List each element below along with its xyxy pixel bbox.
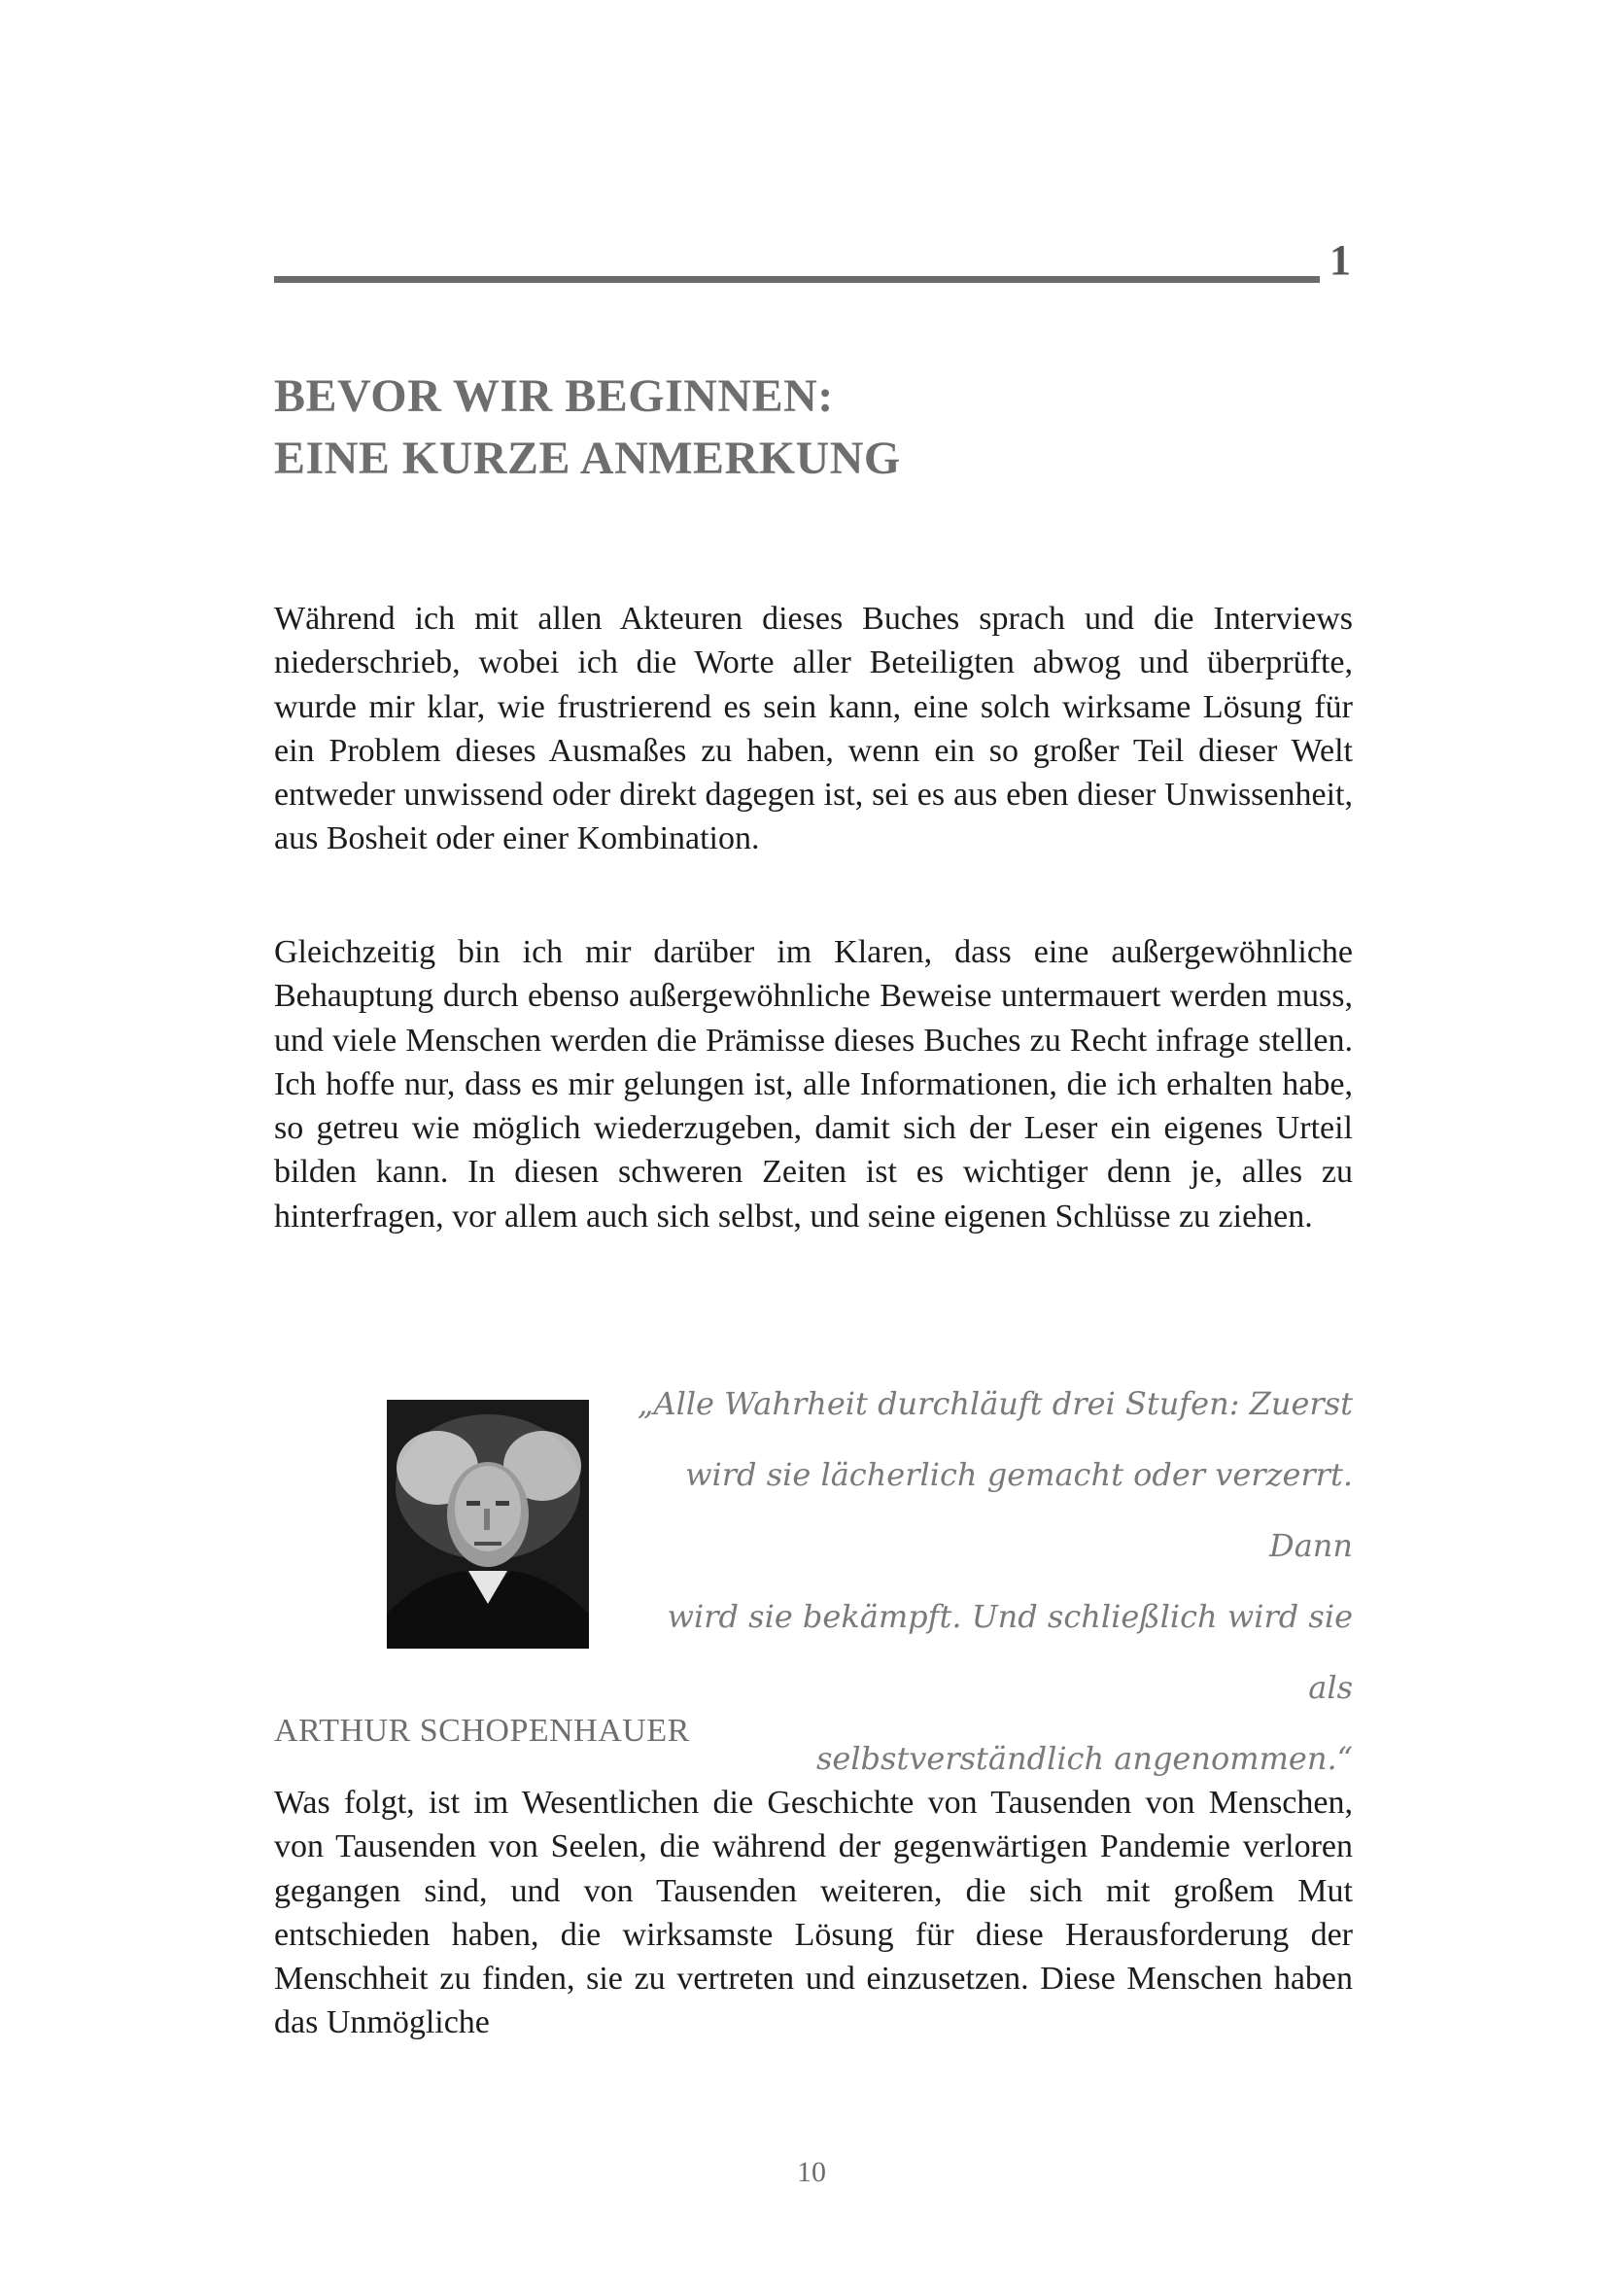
quote-text [622,1369,1353,1794]
chapter-rule [274,276,1320,283]
chapter-title [274,365,1343,490]
paragraph-3: Was folgt, ist im Wesentlichen die Geschichte von Tausenden von Menschen, von Tausenden von Seelen, die während der gegenwärtigen Pandemie verloren gegangen sind, und von Tausenden weiteren, die sich mit großem Mut entschieden haben, die wirksamste Lösung für diese Herausforderung der Menschheit zu finden, sie zu vertreten und einzusetzen. Diese Menschen haben das Unmögliche [274,1785,1353,2041]
chapter-number: 1 [1329,236,1351,284]
chapter-title-line-1: BEVOR WIR BEGINNEN: [274,370,834,422]
chapter-title-line-2: EINE KURZE ANMERKUNG [274,433,901,484]
quote-line-1: „Alle Wahrheit durchläuft drei Stufen: Zuerst [637,1385,1353,1422]
quote-line-4: selbstverständlich angenommen.“ [815,1740,1353,1777]
page-number: 10 [797,2156,826,2188]
portrait-drawing [387,1400,589,1649]
portrait-image [387,1400,589,1649]
paragraph-2: Gleichzeitig bin ich mir darüber im Klaren, dass eine außergewöhnliche Behauptung durch ebenso außergewöhnliche Beweise untermauert werden muss, und viele Menschen werden die Prämisse dieses Buches zu Recht infrage stellen. Ich hoffe nur, dass es mir gelungen ist, alle Informationen, die ich erhalten habe, so getreu wie möglich wiederzugeben, damit sich der Leser ein eigenes Urteil bilden kann. In diesen schweren Zeiten ist es wichtiger denn je, alles zu hinterfragen, vor allem auch sich selbst, und seine eigenen Schlüsse zu ziehen. [274,934,1353,1235]
quote-line-2: wird sie lächerlich gemacht oder verzerrt. Dann [685,1456,1353,1564]
quote-author: ARTHUR SCHOPENHAUER [274,1713,690,1749]
paragraph-1: Während ich mit allen Akteuren dieses Buches sprach und die Interviews niederschrieb, wobei ich die Worte aller Beteiligten abwog und überprüfte, wurde mir klar, wie frustrierend es sein kann, eine solch wirksame Lösung für ein Problem dieses Ausmaßes zu haben, wenn ein so großer Teil dieser Welt entweder unwissend oder direkt dagegen ist, sei es aus eben dieser Unwissenheit, aus Bosheit oder einer Kombination. [274,601,1353,857]
quote-line-3: wird sie bekämpft. Und schließlich wird sie als [667,1598,1353,1706]
